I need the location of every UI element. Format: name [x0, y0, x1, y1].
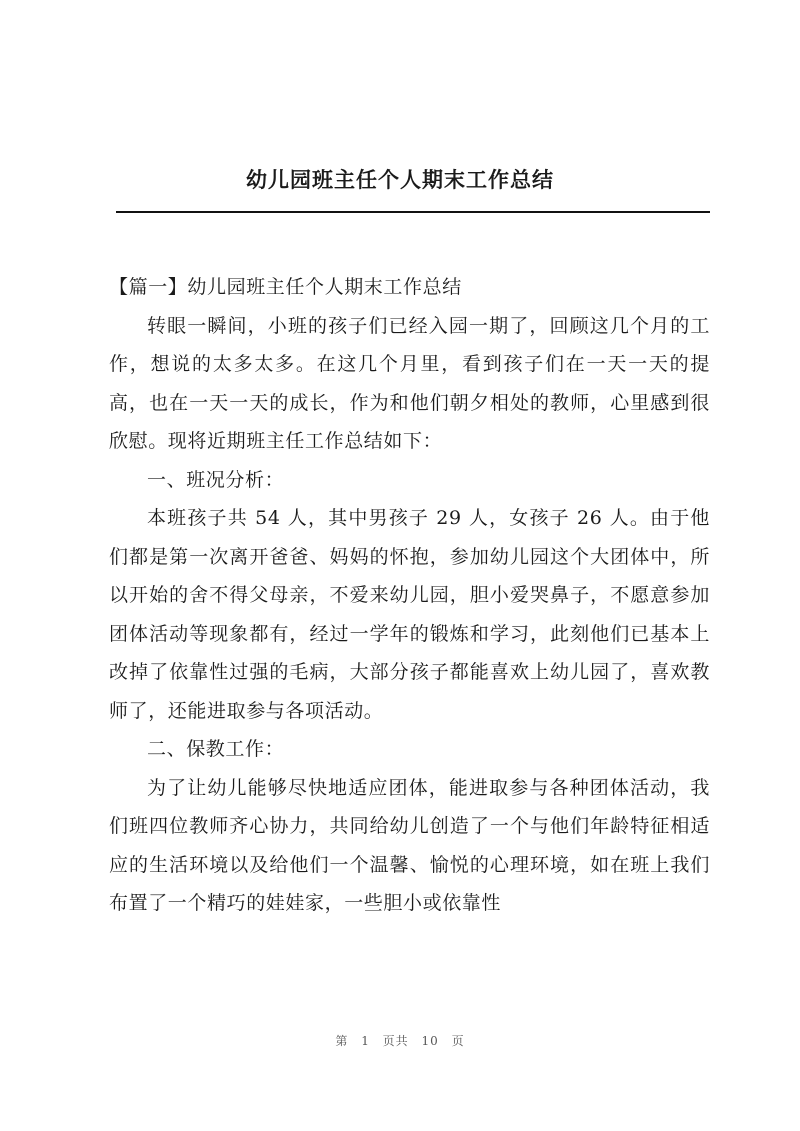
document-title: 幼儿园班主任个人期末工作总结	[246, 167, 554, 192]
title-divider	[116, 211, 710, 213]
body-paragraph: 为了让幼儿能够尽快地适应团体，能进取参与各种团体活动，我们班四位教师齐心协力，共同给幼儿创造了一个与他们年龄特征相适应的生活环境以及给他们一个温馨、愉悦的心理环境，如在班上我们布置了一个精巧的娃娃家，一些胆小或依靠性	[109, 776, 710, 914]
body-paragraph: 转眼一瞬间，小班的孩子们已经入园一期了，回顾这几个月的工作，想说的太多太多。在这几个月里，看到孩子们在一天一天的提高，也在一天一天的成长，作为和他们朝夕相处的教师，心里感到很欣慰。现将近期班主任工作总结如下：	[109, 314, 710, 452]
body-paragraph: 本班孩子共 54 人，其中男孩子 29 人，女孩子 26 人。由于他们都是第一次离开爸爸、妈妈的怀抱，参加幼儿园这个大团体中，所以开始的舍不得父母亲，不爱来幼儿园，胆小爱哭鼻子，不愿意参加团体活动等现象都有，经过一学年的锻炼和学习，此刻他们已基本上改掉了依靠性过强的毛病，大部分孩子都能喜欢上幼儿园了，喜欢教师了，还能进取参与各项活动。	[109, 507, 710, 722]
page-number: 第 1 页共 10 页	[335, 1034, 465, 1048]
subsection-heading: 二、保教工作：	[147, 738, 285, 760]
section-heading: 【篇一】幼儿园班主任个人期末工作总结	[109, 276, 462, 298]
document-body	[109, 268, 710, 923]
subsection-heading: 一、班况分析：	[147, 468, 285, 491]
